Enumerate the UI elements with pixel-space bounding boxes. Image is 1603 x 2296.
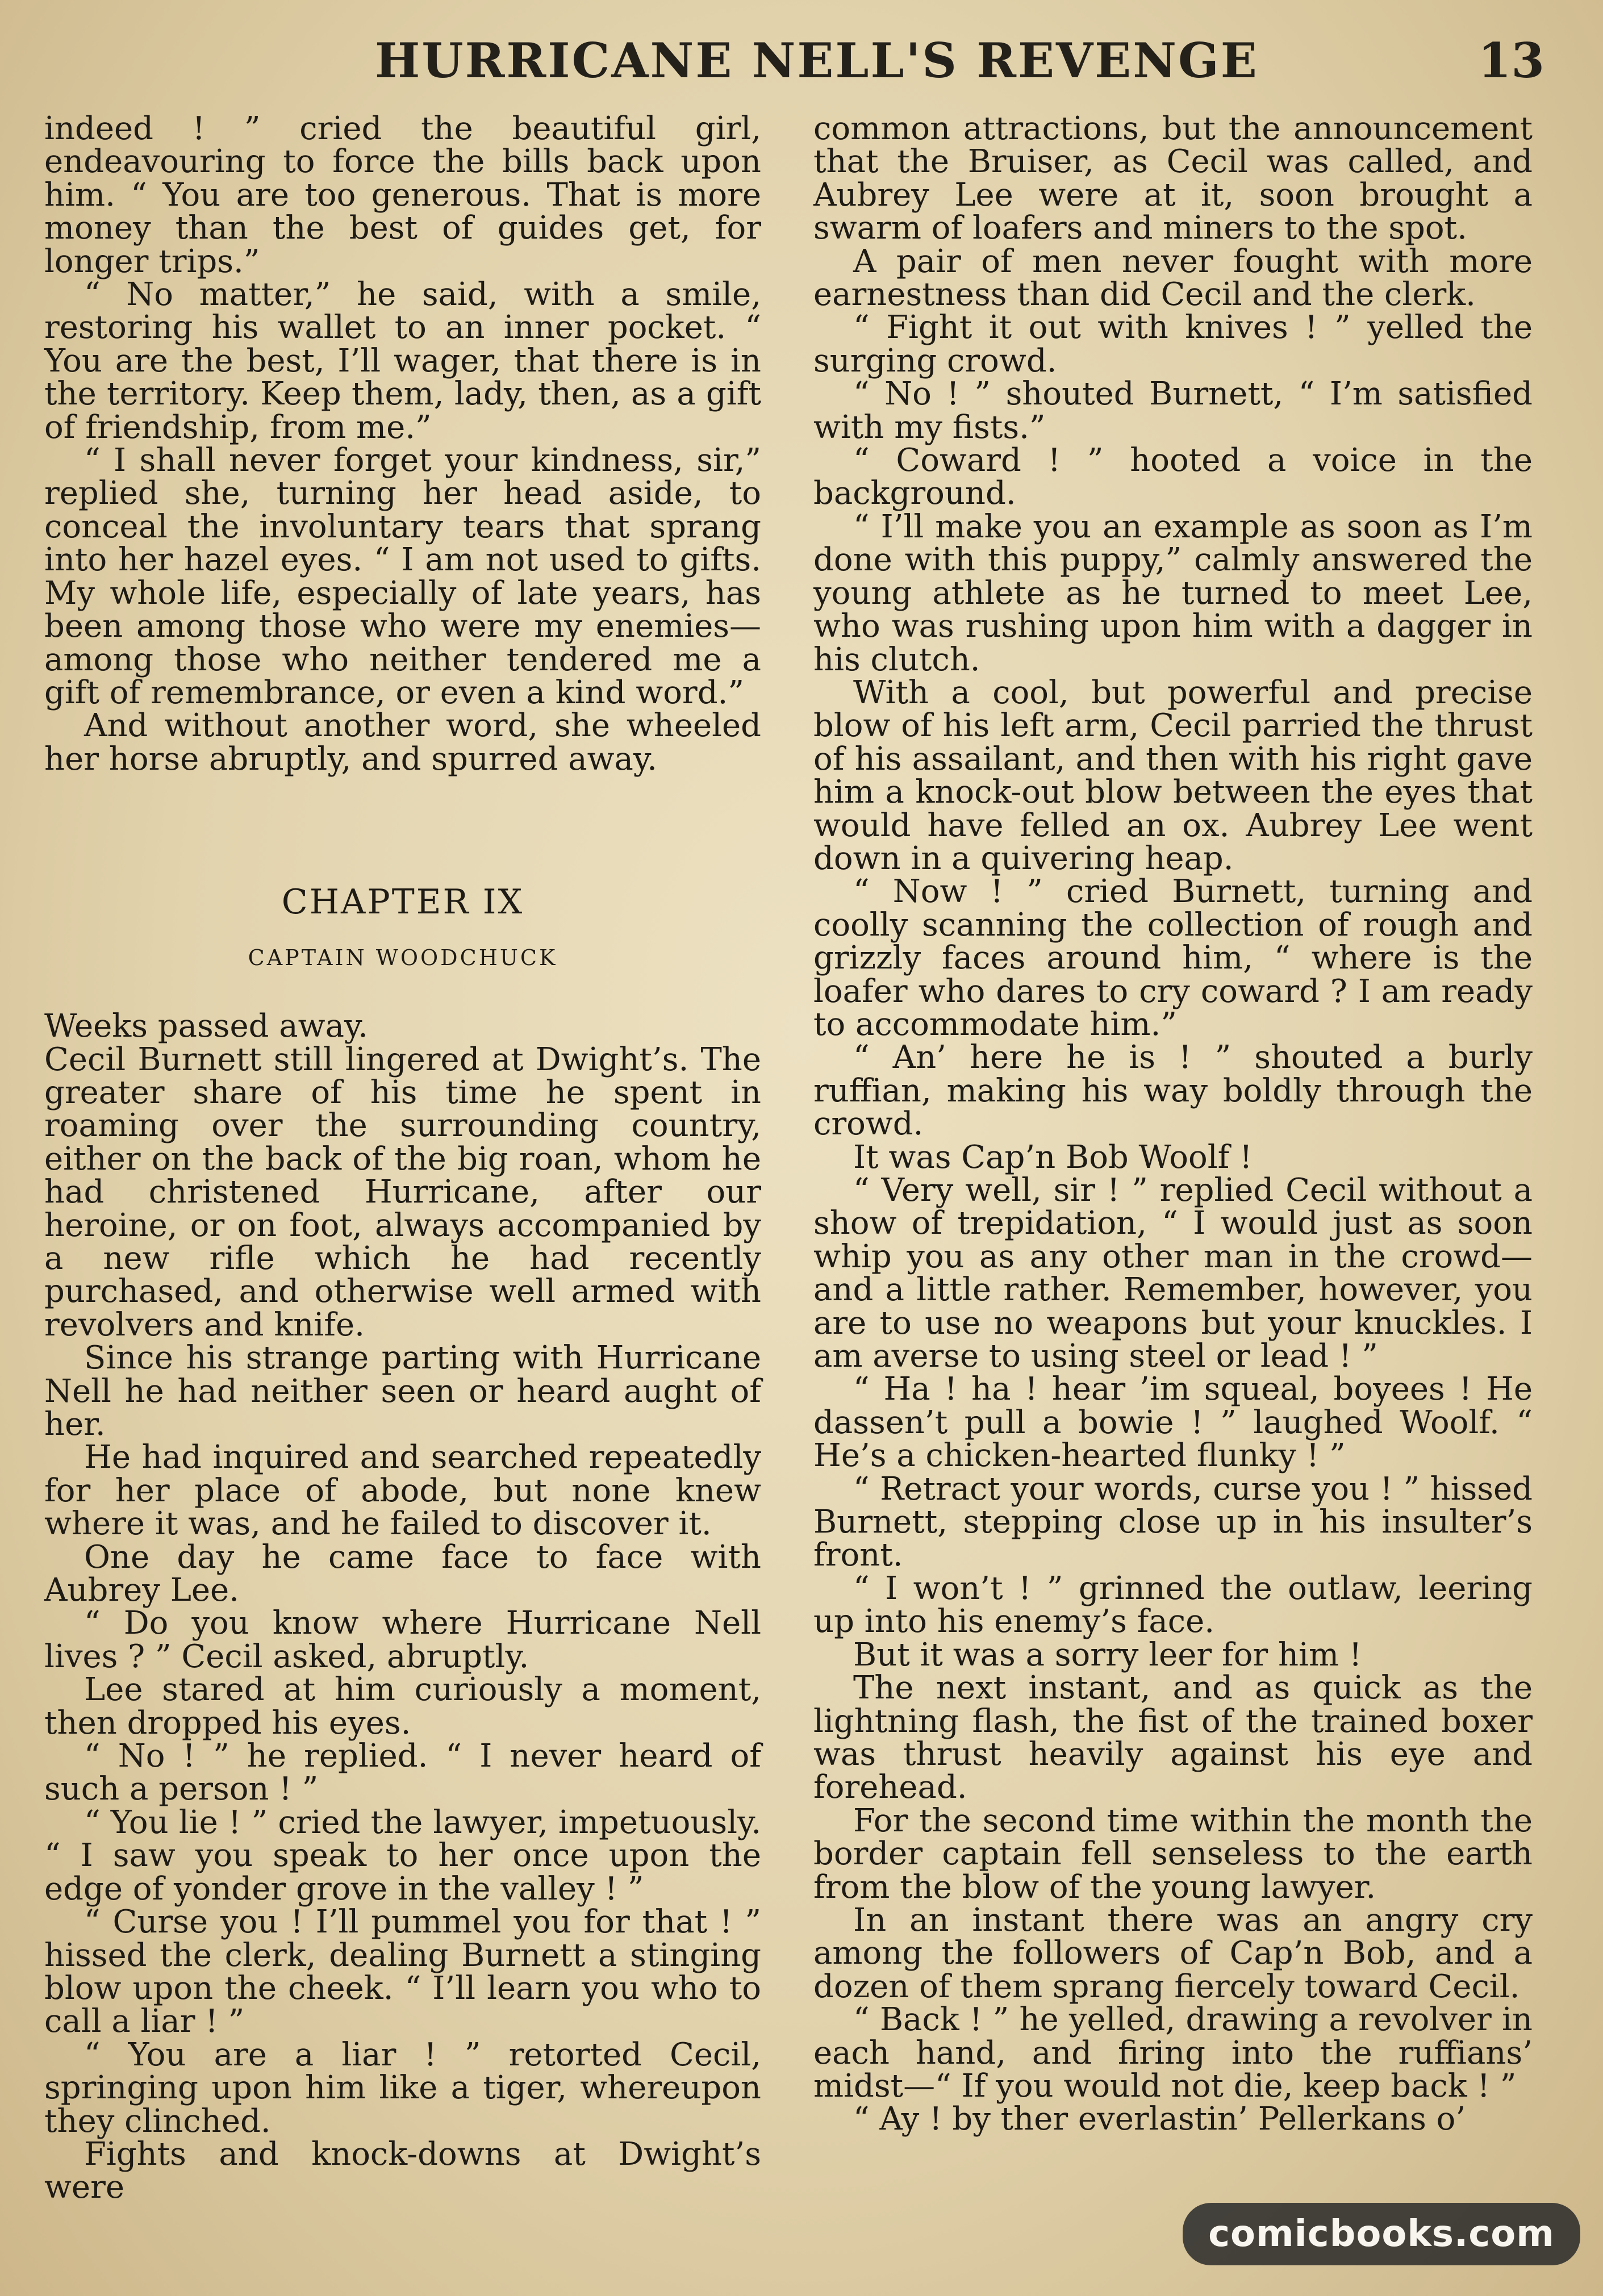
paragraph: “ I won’t ! ” grinned the outlaw, leering up into his enemy’s face.: [813, 1569, 1533, 1640]
right-column: [813, 112, 1533, 2136]
paragraph: He had inquired and searched repeatedly for her place of abode, but none knew where it was, and he failed to discover it.: [44, 1439, 761, 1543]
paragraph: “ You are a liar ! ” retorted Cecil, springing upon him like a tiger, whereupon they clinched.: [44, 2036, 761, 2140]
paragraph: “ I’ll make you an example as soon as I’m done with this puppy,” calmly answered the young athlete as he turned to meet Lee, who was rushing upon him with a dagger in his clutch.: [813, 508, 1533, 678]
paragraph: common attractions, but the announcement that the Bruiser, as Cecil was called, and Aubrey Lee were at it, soon brought a swarm of loafers and miners to the spot.: [813, 110, 1533, 247]
paragraph: In an instant there was an angry cry among the followers of Cap’n Bob, and a dozen of them sprang fiercely toward Cecil.: [813, 1901, 1533, 2005]
left-column: [44, 112, 761, 2205]
running-title: HURRICANE NELL'S REVENGE: [375, 32, 1259, 89]
paragraph: “ You lie ! ” cried the lawyer, impetuously. “ I saw you speak to her once upon the edge of yonder grove in the valley ! ”: [44, 1804, 761, 1907]
paragraph: “ Fight it out with knives ! ” yelled the surging crowd.: [813, 309, 1533, 379]
paragraph: “ Ay ! by ther everlastin’ Pellerkans o’: [853, 2101, 1466, 2138]
paragraph: But it was a sorry leer for him !: [853, 1636, 1362, 1673]
paragraph: “ Retract your words, curse you ! ” hissed Burnett, stepping close up in his insulter’s front.: [813, 1470, 1533, 1574]
paragraph: For the second time within the month the border captain fell senseless to the earth from the blow of the young lawyer.: [813, 1802, 1533, 1906]
running-head: [0, 30, 1603, 92]
paragraph: indeed ! ” cried the beautiful girl, endeavouring to force the bills back upon him. “ You are too generous. That is more money than the best of guides get, for longer trips.”: [44, 110, 761, 280]
paragraph: A pair of men never fought with more earnestness than did Cecil and the clerk.: [813, 243, 1533, 314]
paragraph: “ No ! ” shouted Burnett, “ I’m satisfied with my fists.”: [813, 375, 1533, 446]
paragraph: “ Curse you ! I’ll pummel you for that ! ” hissed the clerk, dealing Burnett a stinging blow upon the cheek. “ I’ll learn you who to call a liar ! ”: [44, 1903, 761, 2040]
paragraph: “ An’ here he is ! ” shouted a burly ruffian, making his way boldly through the crowd.: [813, 1039, 1533, 1143]
paragraph: Cecil Burnett still lingered at Dwight’s. The greater share of his time he spent in roaming over the surrounding country, either on the back of the big roan, whom he had christened Hurricane, after our heroine, or on foot, always accompanied by a new rifle which he had recently purchased, and otherwise well armed with revolvers and knife.: [44, 1041, 761, 1343]
paragraph: “ Coward ! ” hooted a voice in the background.: [813, 442, 1533, 512]
paragraph: “ No matter,” he said, with a smile, restoring his wallet to an inner pocket. “ You are the best, I’ll wager, that there is in the territory. Keep them, lady, then, as a gift of friendship, from me.”: [44, 276, 761, 446]
paragraph: It was Cap’n Bob Woolf !: [853, 1138, 1253, 1176]
paragraph: “ Back ! ” he yelled, drawing a revolver in each hand, and firing into the ruffians’ midst—“ If you would not die, keep back ! ”: [813, 2001, 1533, 2105]
paragraph: With a cool, but powerful and precise blow of his left arm, Cecil parried the thrust of his assailant, and then with his right gave him a knock-out blow between the eyes that would have felled an ox. Aubrey Lee went down in a quivering heap.: [813, 674, 1533, 877]
paragraph: “ No ! ” he replied. “ I never heard of such a person ! ”: [44, 1738, 761, 1808]
paragraph: “ Now ! ” cried Burnett, turning and coolly scanning the collection of rough and grizzly faces around him, “ where is the loafer who dares to cry coward ? I am ready to accommodate him.”: [813, 873, 1533, 1043]
page-number: 13: [1478, 32, 1544, 89]
chapter-title: CHAPTER IX: [281, 882, 524, 922]
paragraph: The next instant, and as quick as the lightning flash, the fist of the trained boxer was thrust heavily against his eye and forehead.: [813, 1669, 1533, 1806]
paragraph: Weeks passed away.: [44, 1008, 368, 1045]
paragraph: “ I shall never forget your kindness, sir,” replied she, turning her head aside, to conceal the involuntary tears that sprang into her hazel eyes. “ I am not used to gifts. My whole life, especially of late years, has been among those who were my enemies—among those who neither tendered me a gift of remembrance, or even a kind word.”: [44, 442, 761, 711]
paragraph: “ Very well, sir ! ” replied Cecil without a show of trepidation, “ I would just as soon whip you as any other man in the crowd—and a little rather. Remember, however, you are to use no weapons but your knuckles. I am averse to using steel or lead ! ”: [813, 1172, 1533, 1375]
paragraph: One day he came face to face with Aubrey Lee.: [44, 1538, 761, 1609]
paragraph: “ Do you know where Hurricane Nell lives ? ” Cecil asked, abruptly.: [44, 1605, 761, 1675]
paragraph: Fights and knock-downs at Dwight’s were: [44, 2135, 761, 2206]
watermark-badge: [1183, 2203, 1580, 2265]
paragraph: And without another word, she wheeled her horse abruptly, and spurred away.: [44, 707, 761, 778]
chapter-spacer: [44, 969, 761, 1010]
chapter-subtitle: CAPTAIN WOODCHUCK: [248, 945, 558, 971]
paragraph: Since his strange parting with Hurricane Nell he had neither seen or heard aught of her.: [44, 1339, 761, 1443]
watermark-text: comicbooks.com: [1208, 2213, 1555, 2255]
paragraph: Lee stared at him curiously a moment, then dropped his eyes.: [44, 1671, 761, 1742]
paragraph: “ Ha ! ha ! hear ’im squeal, boyees ! He dassen’t pull a bowie ! ” laughed Woolf. “ He’s a chicken-hearted flunky ! ”: [813, 1371, 1533, 1475]
